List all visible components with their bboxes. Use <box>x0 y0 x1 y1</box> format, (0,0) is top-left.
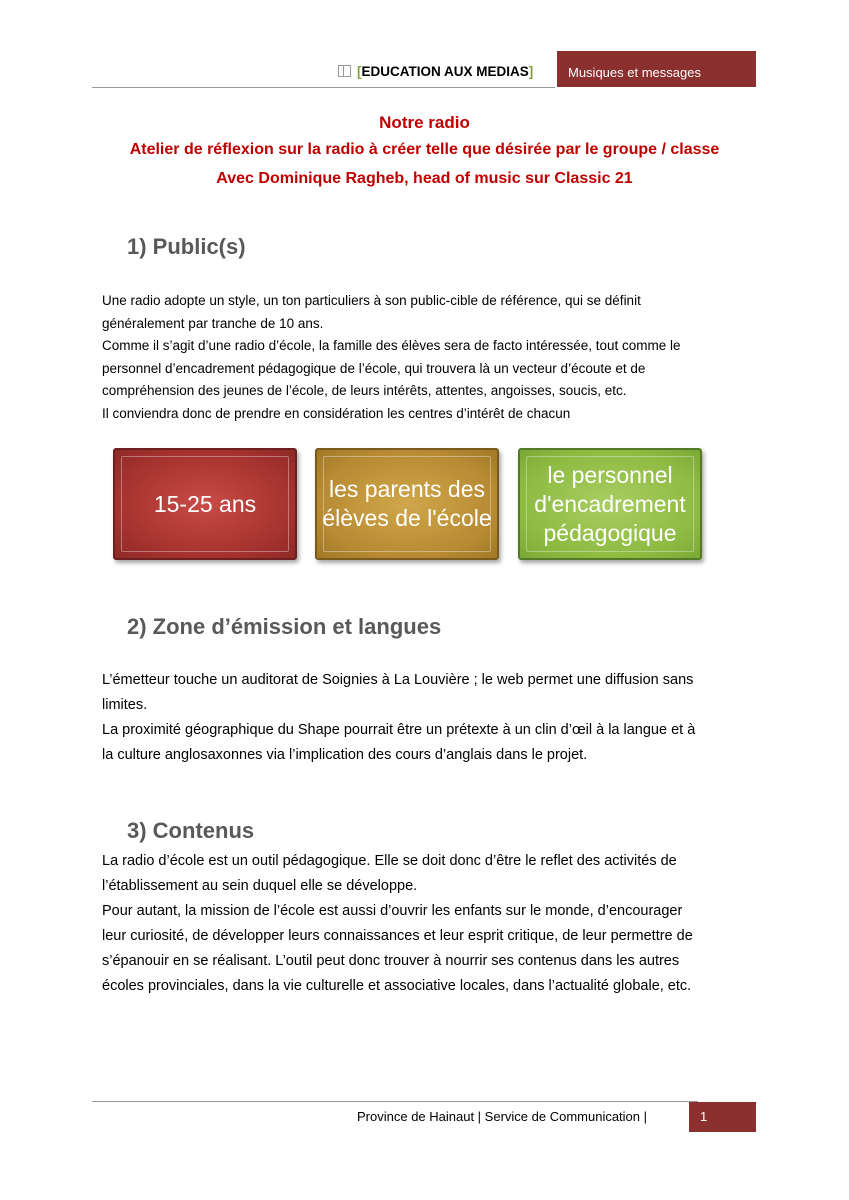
header-title <box>338 64 533 79</box>
section-body-zone <box>102 668 762 768</box>
audience-box-staff <box>518 448 702 560</box>
section-body-contenus <box>102 849 762 999</box>
header-title-text: EDUCATION AUX MEDIAS <box>361 64 529 79</box>
audience-box-label: 15-25 ans <box>153 490 257 517</box>
paragraph-line: Il conviendra donc de prendre en considération les centres d’intérêt de chacun <box>102 405 571 421</box>
paragraph-line: Pour autant, la mission de l’école est aussi d’ouvrir les enfants sur le monde, d’encourager <box>102 903 683 919</box>
page-guest-line: Avec Dominique Ragheb, head of music sur Classic 21 <box>216 170 633 187</box>
paragraph-line: leur curiosité, de développer leurs connaissances et leur esprit critique, de leur permettre de <box>102 928 693 944</box>
paragraph-line: limites. <box>102 697 148 713</box>
paragraph-line: généralement par tranche de 10 ans. <box>102 315 324 331</box>
footer-text: Province de Hainaut | Service de Communication | <box>357 1109 648 1124</box>
paragraph-line: la culture anglosaxonnes via l’implication des cours d’anglais dans le projet. <box>102 747 588 763</box>
page-number: 1 <box>689 1102 756 1132</box>
section-heading-zone: 2) Zone d’émission et langues <box>127 614 442 639</box>
header-section-label: Musiques et messages <box>557 51 756 87</box>
book-icon <box>338 65 351 77</box>
page-subtitle: Atelier de réflexion sur la radio à créer telle que désirée par le groupe / classe <box>129 141 720 158</box>
section-heading-contenus: 3) Contenus <box>127 818 255 843</box>
paragraph-line: compréhension des jeunes de l’école, de leurs intérêts, attentes, angoisses, soucis, etc. <box>102 383 627 398</box>
audience-box-youth <box>113 448 297 560</box>
header-rule <box>92 87 555 88</box>
audience-box-label: les parents des élèves de l'école <box>322 476 492 531</box>
section-heading-public: 1) Public(s) <box>127 234 246 259</box>
paragraph-line: Comme il s’agit d’une radio d’école, la famille des élèves sera de facto intéressée, tout comme le <box>102 338 681 353</box>
audience-box-label: le personnel d'encadrement pédagogique <box>534 461 686 546</box>
bracket-close: ] <box>528 64 534 79</box>
page-title: Notre radio <box>379 113 470 132</box>
bracket-open: [ <box>357 64 362 79</box>
title-block <box>0 111 849 193</box>
footer-rule <box>92 1101 698 1102</box>
paragraph-line: La radio d’école est un outil pédagogique. Elle se doit donc d’être le reflet des activités de <box>102 853 677 869</box>
paragraph-line: L’émetteur touche un auditorat de Soignies à La Louvière ; le web permet une diffusion sans <box>102 672 694 688</box>
paragraph-line: La proximité géographique du Shape pourrait être un prétexte à un clin d’œil à la langue et à <box>102 722 696 738</box>
section-body-public <box>102 290 762 425</box>
paragraph-line: Une radio adopte un style, un ton particuliers à son public-cible de référence, qui se définit <box>102 293 641 308</box>
paragraph-line: s’épanouir en se réalisant. L’outil peut donc trouver à nourrir ses contenus dans les autres <box>102 953 680 969</box>
audience-box-parents <box>315 448 499 560</box>
paragraph-line: l’établissement au sein duquel elle se développe. <box>102 878 418 894</box>
paragraph-line: écoles provinciales, dans la vie culturelle et associative locales, dans l’actualité globale, etc. <box>102 978 692 994</box>
paragraph-line: personnel d’encadrement pédagogique de l’école, qui trouvera là un vecteur d’écoute et de <box>102 360 646 376</box>
